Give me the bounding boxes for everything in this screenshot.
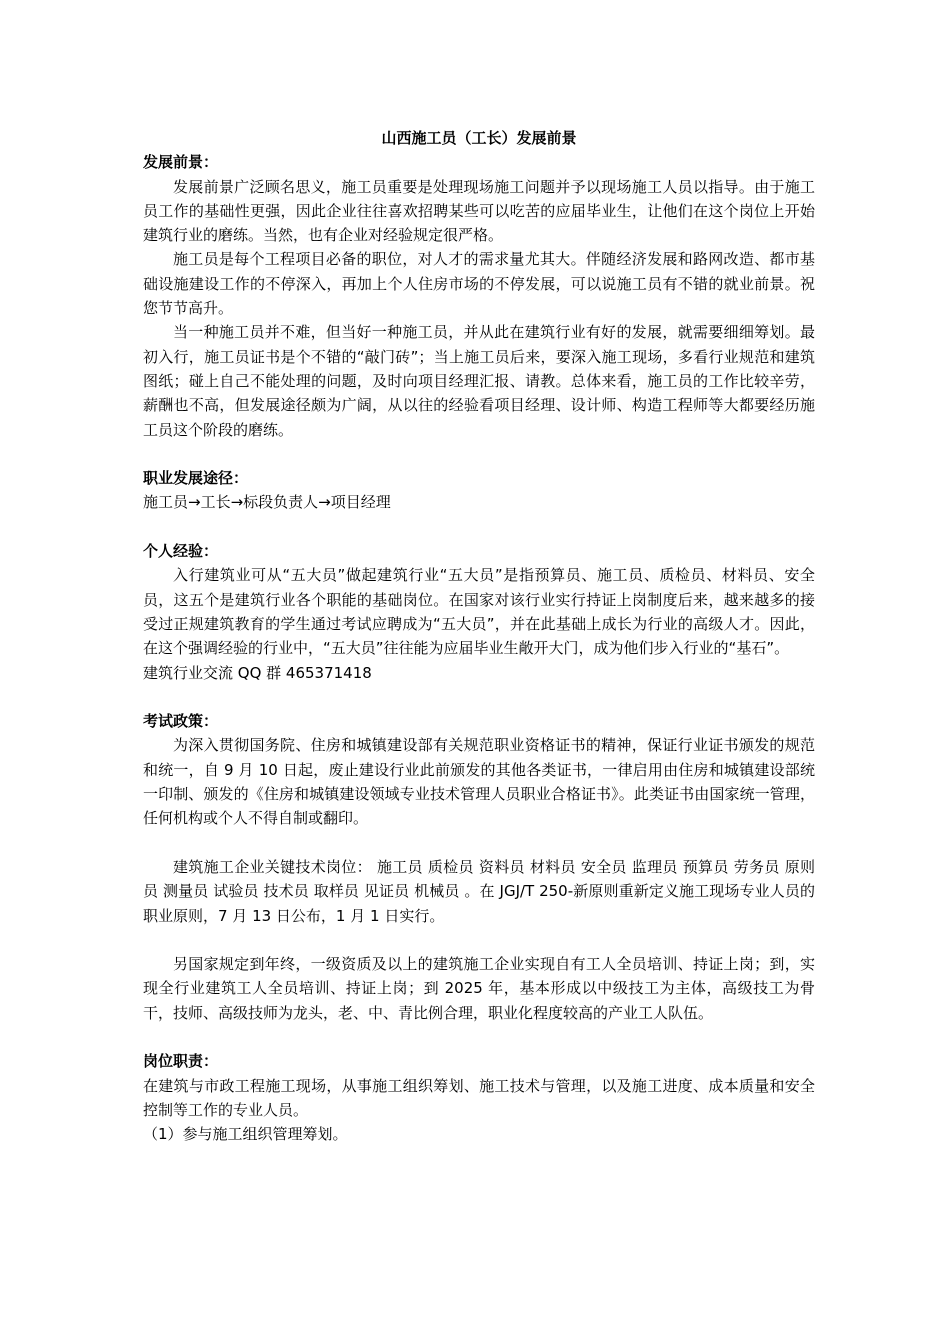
spacer xyxy=(143,442,815,466)
spacer xyxy=(143,928,815,952)
document-title: 山西施工员（工长）发展前景 xyxy=(381,129,577,147)
experience-paragraph: 入行建筑业可从“五大员”做起建筑行业“五大员”是指预算员、施工员、质检员、材料员、安全员，这五个是建筑行业各个职能的基础岗位。在国家对该行业实行持证上岗制度后来，越来越多的接受过正规建筑教育的学生通过考试应聘成为“五大员”，并在此基础上成长为行业的高级人才。因此，在这个强调经验的行业中，“五大员”往往能为应届毕业生敞开大门，成为他们步入行业的“基石”。 xyxy=(143,566,815,658)
prospects-paragraph-2: 施工员是每个工程项目必备的职位，对人才的需求量尤其大。伴随经济发展和路网改造、都市基础设施建设工作的不停深入，再加上个人住房市场的不停发展，可以说施工员有不错的就业前景。祝您节节高升。 xyxy=(143,250,815,318)
spacer xyxy=(143,685,815,709)
exam-policy-paragraph-2: 建筑施工企业关键技术岗位： 施工员 质检员 资料员 材料员 安全员 监理员 预算员 劳务员 原则员 测量员 试验员 技术员 取样员 见证员 机械员 。在 JGJ/T 250-新原则重新定义施工现场专业人员的职业原则，7 月 13 日公布，1 月 1 日实行。 xyxy=(143,857,815,925)
spacer xyxy=(143,515,815,539)
career-path-text: 施工员→工长→标段负责人→项目经理 xyxy=(143,493,391,512)
duties-intro: 在建筑与市政工程施工现场，从事施工组织筹划、施工技术与管理，以及施工进度、成本质量和安全控制等工作的专业人员。 xyxy=(143,1076,815,1119)
spacer xyxy=(143,831,815,855)
duties-item-1: （1）参与施工组织管理筹划。 xyxy=(143,1125,348,1144)
section-heading-exam-policy: 考试政策： xyxy=(143,712,219,731)
document-page xyxy=(143,126,815,1146)
section-heading-duties: 岗位职责： xyxy=(143,1052,219,1071)
prospects-paragraph-3: 当一种施工员并不难，但当好一种施工员，并从此在建筑行业有好的发展，就需要细细筹划。最初入行，施工员证书是个不错的“敲门砖”；当上施工员后来，要深入施工现场，多看行业规范和建筑图纸；碰上自己不能处理的问题，及时向项目经理汇报、请教。总体来看，施工员的工作比较辛劳，薪酬也不高，但发展途径颇为广阔，从以往的经验看项目经理、设计师、构造工程师等大都要经历施工员这个阶段的磨练。 xyxy=(143,323,815,439)
exam-policy-paragraph-1: 为深入贯彻国务院、住房和城镇建设部有关规范职业资格证书的精神，保证行业证书颁发的规范和统一，自 9 月 10 日起，废止建设行业此前颁发的其他各类证书，一律启用由住房和城镇建设部统一印制、颁发的《住房和城镇建设领域专业技术管理人员职业合格证书》。此类证书由国家统一管理，任何机构或个人不得自制或翻印。 xyxy=(143,736,815,828)
section-heading-prospects: 发展前景： xyxy=(143,153,219,172)
exam-policy-paragraph-3: 另国家规定到年终，一级资质及以上的建筑施工企业实现自有工人全员培训、持证上岗；到，实现全行业建筑工人全员培训、持证上岗；到 2025 年，基本形成以中级技工为主体，高级技工为骨干，技师、高级技师为龙头，老、中、青比例合理，职业化程度较高的产业工人队伍。 xyxy=(143,955,815,1022)
qq-group-line: 建筑行业交流 QQ 群 465371418 xyxy=(143,663,372,682)
prospects-paragraph-1: 发展前景广泛顾名思义，施工员重要是处理现场施工问题并予以现场施工人员以指导。由于施工员工作的基础性更强，因此企业往往喜欢招聘某些可以吃苦的应届毕业生，让他们在这个岗位上开始建筑行业的磨练。当然，也有企业对经验规定很严格。 xyxy=(143,177,815,245)
spacer xyxy=(143,1025,815,1049)
section-heading-experience: 个人经验： xyxy=(143,542,219,561)
section-heading-career-path: 职业发展途径： xyxy=(143,469,249,488)
